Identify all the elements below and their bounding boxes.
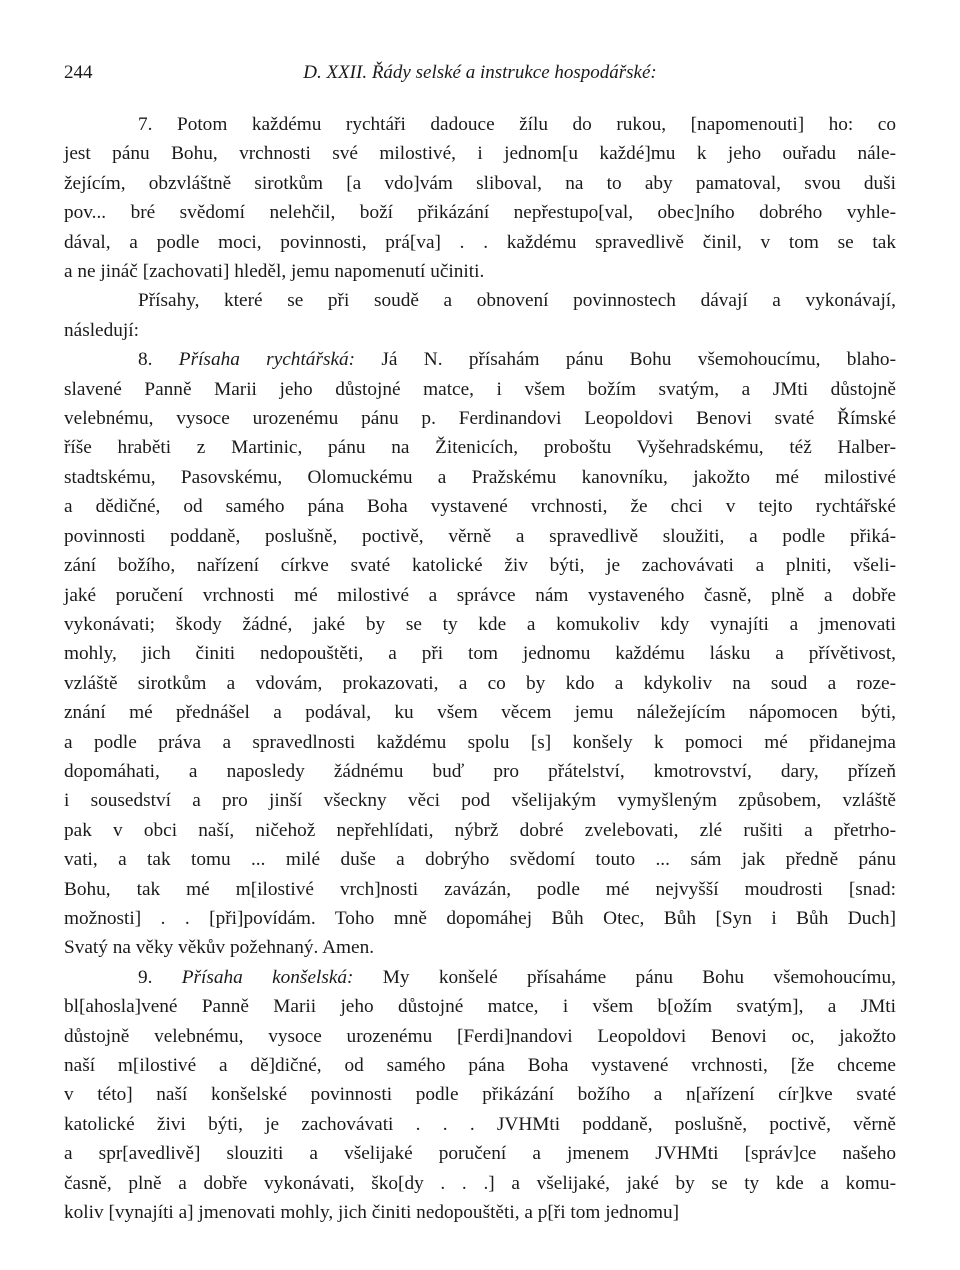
- text-line: a ne jináč [zachovati] hleděl, jemu napomenutí učiniti.: [64, 261, 485, 283]
- text-line: stadtskému, Pasovskému, Olomuckému a Pražskému kanovníku, jakožto mé milostivé: [64, 466, 896, 488]
- section-heading: Přísaha rychtářská:: [178, 349, 356, 371]
- text-line: bl[ahosla]vené Panně Marii jeho důstojné matce, i všem b[ožím svatým], a JMti: [64, 996, 896, 1018]
- text-line: a spr[avedlivě] slouziti a všelijaké poručení a jmenem JVHMti [správ]ce našeho: [64, 1143, 896, 1165]
- text-line: dopomáhati, a naposledy žádnému buď pro přátelství, kmotrovství, dary, přízeň: [64, 760, 896, 782]
- paragraph: [64, 963, 896, 1228]
- document-body: [64, 110, 896, 1227]
- text-line: důstojně velebnému, vysoce urozenému [Ferdi]nandovi Leopoldovi Benovi oc, jakožto: [64, 1025, 896, 1047]
- text-line: Přísahy, které se při soudě a obnovení povinnostech dávají a vykonávají,: [138, 290, 896, 312]
- line-text: My konšelé přísaháme pánu Bohu všemohoucímu,: [382, 966, 896, 988]
- text-line: velebnému, vysoce urozenému pánu p. Ferdinandovi Leopoldovi Benovi svaté Římské: [64, 408, 896, 430]
- text-line: vati, a tak tomu ... milé duše a dobrýho svědomí touto ... sám jak předně pánu: [64, 849, 896, 871]
- text-line: vykonávati; škody žádné, jaké by se ty kde a komukoliv kdy vynajíti a jmenovati: [64, 613, 896, 635]
- text-line: pak v obci naší, ničehož nepřehlídati, nýbrž dobré zvelebovati, zlé rušiti a přetrho-: [64, 819, 896, 841]
- line-text: Já N. přísahám pánu Bohu všemohoucímu, blaho-: [381, 349, 896, 371]
- text-line: mohly, jich činiti nedopouštěti, a při tom jednomu každému lásku a přívětivost,: [64, 643, 896, 665]
- paragraph: [64, 345, 896, 963]
- text-line: vzláště sirotkům a vdovám, prokazovati, a co by kdo a kdykoliv na soud a rozе-: [64, 672, 896, 694]
- text-line: časně, plně a dobře vykonávati, ško[dy . . .] a všelijaké, jaké by se ty kde a komu-: [64, 1172, 896, 1194]
- text-line: a dědičné, od samého pána Boha vystavené vrchnosti, že chci v tejto rychtářské: [64, 496, 896, 518]
- text-line: [64, 345, 896, 374]
- text-line: v této] naší konšelské povinnosti podle přikázání božího a n[ařízení cír]kve svaté: [64, 1084, 896, 1106]
- paragraph: [64, 286, 896, 345]
- section-heading: Přísaha konšelská:: [181, 966, 354, 988]
- paragraph: [64, 110, 896, 286]
- text-line: následují:: [64, 319, 139, 341]
- text-line: naší m[ilostivé a dě]dičné, od samého pána Boha vystavené vrchnosti, [že chceme: [64, 1055, 896, 1076]
- page-header: [64, 62, 896, 92]
- text-line: zání božího, nařízení církve svaté katolické živ býti, je zachovávati a plniti, všeli-: [64, 555, 896, 577]
- text-line: povinnosti poddaně, poslušně, poctivě, věrně a spravedlivě sloužiti, a podle přiká-: [64, 525, 896, 547]
- text-line: znání mé přednášel a podával, ku všem věcem jemu náležejícím nápomocen býti,: [64, 702, 896, 724]
- running-title: D. XXII. Řády selské a instrukce hospodářské:: [303, 62, 657, 83]
- document-page: [64, 62, 896, 1227]
- text-line: [64, 963, 896, 992]
- section-number: 9.: [138, 966, 153, 988]
- text-line: i sousedství a pro jinší všeckny věci pod všelijakým vymyšleným způsobem, vzláště: [64, 790, 896, 812]
- text-line: slavené Panně Marii jeho důstojné matce, i všem božím svatým, a JMti důstojně: [64, 378, 896, 400]
- text-line: katolické živi býti, je zachovávati . . . JVHMti poddaně, poslušně, poctivě, věrně: [64, 1113, 896, 1135]
- text-line: možnosti] . . [při]povídám. Toho mně dopomáhej Bůh Otec, Bůh [Syn i Bůh Duch]: [64, 907, 896, 929]
- text-line: pov... bré svědomí nelehčil, boží přikázání nepřestupo[val, obec]ního dobrého vyhle-: [64, 202, 896, 224]
- text-line: 7. Potom každému rychtáři dadouce žílu do rukou, [napomenouti] ho: co: [138, 114, 896, 135]
- section-number: 8.: [138, 349, 153, 371]
- text-line: Bohu, tak mé m[ilostivé vrch]nosti zavázán, podle mé nejvyšší moudrosti [snad:: [64, 878, 896, 900]
- text-line: Svatý na věky věkův požehnaný. Amen.: [64, 937, 375, 959]
- text-line: jaké poručení vrchnosti mé milostivé a správce nám vystaveného časně, plně a dobře: [64, 584, 896, 606]
- text-line: a podle práva a spravedlnosti každému spolu [s] konšely k pomoci mé přidanejma: [64, 731, 896, 753]
- text-line: žejícím, obzvláštně sirotkům [a vdo]vám sliboval, na to aby pamatoval, svou duši: [64, 172, 896, 194]
- text-line: říše hraběti z Martinic, pánu na Žitenicích, proboštu Vyšehradskému, též Halber-: [64, 437, 896, 459]
- text-line: dával, a podle moci, povinnosti, prá[va] . . každému spravedlivě činil, v tom se tak: [64, 231, 896, 253]
- text-line: koliv [vynajíti a] jmenovati mohly, jich činiti nedopouštěti, a p[ři tom jednomu]: [64, 1202, 680, 1224]
- page-number: 244: [64, 62, 93, 83]
- text-line: jest pánu Bohu, vrchnosti své milostivé, i jednom[u každé]mu k jeho ouřadu nále-: [64, 143, 896, 165]
